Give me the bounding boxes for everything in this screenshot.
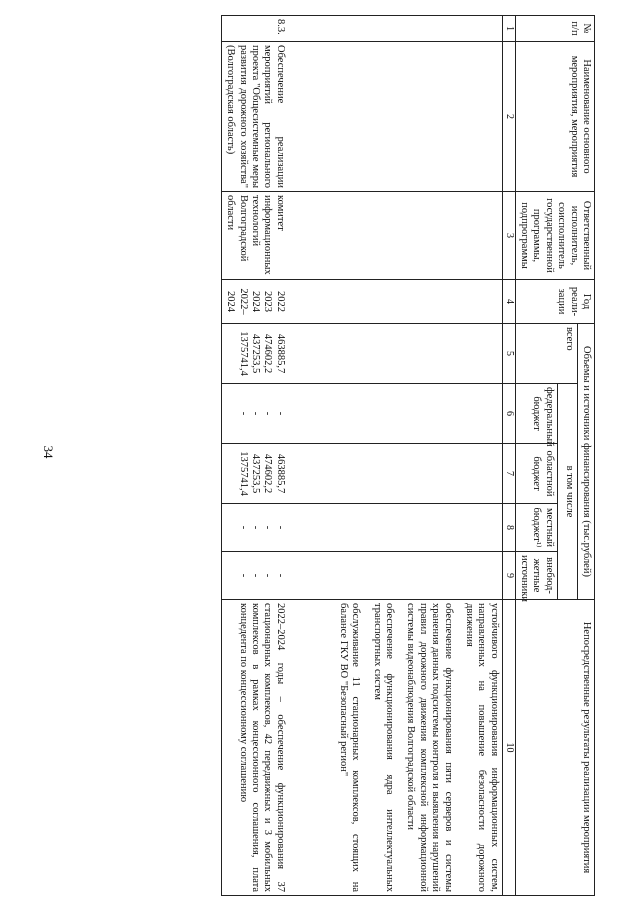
local-value: -	[274, 525, 286, 530]
header-regional: областной бюджет	[515, 444, 557, 504]
header-results: Непосредственные результаты реализации мероприятия	[515, 600, 594, 896]
regional-value: 474602,2	[262, 453, 274, 494]
regional-value: 437253,5	[250, 453, 261, 494]
row-years	[221, 280, 287, 324]
year-value: 2024	[250, 291, 261, 312]
cont-empty	[288, 42, 503, 192]
total-value: 1375741,4	[237, 331, 249, 376]
total-value: 437253,5	[250, 333, 261, 374]
result-paragraph: обеспечение функционирования ядра интеллектуальных транспортных систем	[371, 603, 396, 893]
col-num: 4	[502, 280, 515, 324]
header-incl: в том числе	[557, 384, 577, 600]
cont-empty	[288, 192, 503, 280]
table-row-8-3	[221, 16, 287, 896]
col-num: 1	[502, 16, 515, 42]
local-value: -	[237, 525, 249, 530]
header-federal: федеральный бюджет	[515, 384, 557, 444]
federal-value: -	[250, 411, 261, 416]
federal-value: -	[237, 411, 249, 416]
row-result: 2022–2024 годы – обеспечение функционирования 37 стационарных комплексов, 42 передвижных и 3 мобильных комплексов в рамках концессионного соглашения, плата концедента по концессионному соглашению	[221, 600, 287, 896]
cont-empty	[288, 324, 503, 384]
col-num: 9	[502, 552, 515, 600]
row-no: 8.3.	[221, 16, 287, 42]
local-value: -	[250, 525, 261, 530]
col-num: 10	[502, 600, 515, 896]
col-num: 3	[502, 192, 515, 280]
result-paragraph: обеспечение функционирования пяти серверов и системы хранения данных подсистемы контроля и выявления нарушений правил дорожного движения комплексной информационной системы видеонаблюдения Волгоградской области	[405, 603, 454, 893]
page-number: 34	[41, 445, 56, 459]
continuation-row	[288, 16, 503, 896]
cont-empty	[288, 444, 503, 504]
header-total: всего	[515, 324, 577, 384]
header-extra: внебюд-жетные источники	[515, 552, 557, 600]
header-row-1	[577, 16, 594, 896]
year-value: 2022	[274, 291, 286, 312]
row-name: Обеспечение реализации мероприятий регионального проекта "Общесистемные меры развития дорожного хозяйства" (Волгоградская область)	[221, 42, 287, 192]
extra-value: -	[262, 573, 274, 578]
extra-value: -	[250, 573, 261, 578]
continuation-results	[288, 600, 503, 896]
col-num: 6	[502, 384, 515, 444]
cont-empty	[288, 16, 503, 42]
col-num: 7	[502, 444, 515, 504]
cont-empty	[288, 280, 503, 324]
federal-value: -	[274, 411, 286, 416]
header-year: Год реали-зации	[515, 280, 594, 324]
extra-value: -	[274, 573, 286, 578]
header-local: местный бюджет¹⁾	[515, 504, 557, 552]
year-value: 2022–2024	[225, 288, 249, 315]
funding-table	[221, 15, 595, 896]
col-num: 2	[502, 42, 515, 192]
cont-empty	[288, 504, 503, 552]
row-federal	[221, 384, 287, 444]
col-num: 5	[502, 324, 515, 384]
total-value: 463885,7	[274, 333, 286, 374]
cont-empty	[288, 384, 503, 444]
federal-value: -	[262, 411, 274, 416]
regional-value: 463885,7	[274, 453, 286, 494]
header-funding-group: Объемы и источники финансирования (тыс.рублей)	[577, 324, 594, 600]
result-paragraph: устойчивого функционирования информационных систем, направленных на повышение безопасности дорожного движения	[464, 603, 500, 893]
result-paragraph: обслуживание 11 стационарных комплексов, стоящих на балансе ГКУ ВО "Безопасный регион"	[338, 603, 362, 893]
row-local	[221, 504, 287, 552]
col-num: 8	[502, 504, 515, 552]
header-name: Наименование основного мероприятия, мероприятия	[515, 42, 594, 192]
local-value: -	[262, 525, 274, 530]
row-regional	[221, 444, 287, 504]
row-extra	[221, 552, 287, 600]
column-number-row	[502, 16, 515, 896]
extra-value: -	[237, 573, 249, 578]
year-value: 2023	[262, 291, 274, 312]
row-total	[221, 324, 287, 384]
header-executor: Ответственный исполнитель, соисполнитель государственной программы, подпрограммы	[515, 192, 594, 280]
rotated-table-frame	[95, 15, 595, 895]
total-value: 474602,2	[262, 333, 274, 374]
header-no: № п/п	[515, 16, 594, 42]
regional-value: 1375741,4	[237, 451, 249, 496]
cont-empty	[288, 552, 503, 600]
row-executor: комитет информационных технологий Волгоградской области	[221, 192, 287, 280]
